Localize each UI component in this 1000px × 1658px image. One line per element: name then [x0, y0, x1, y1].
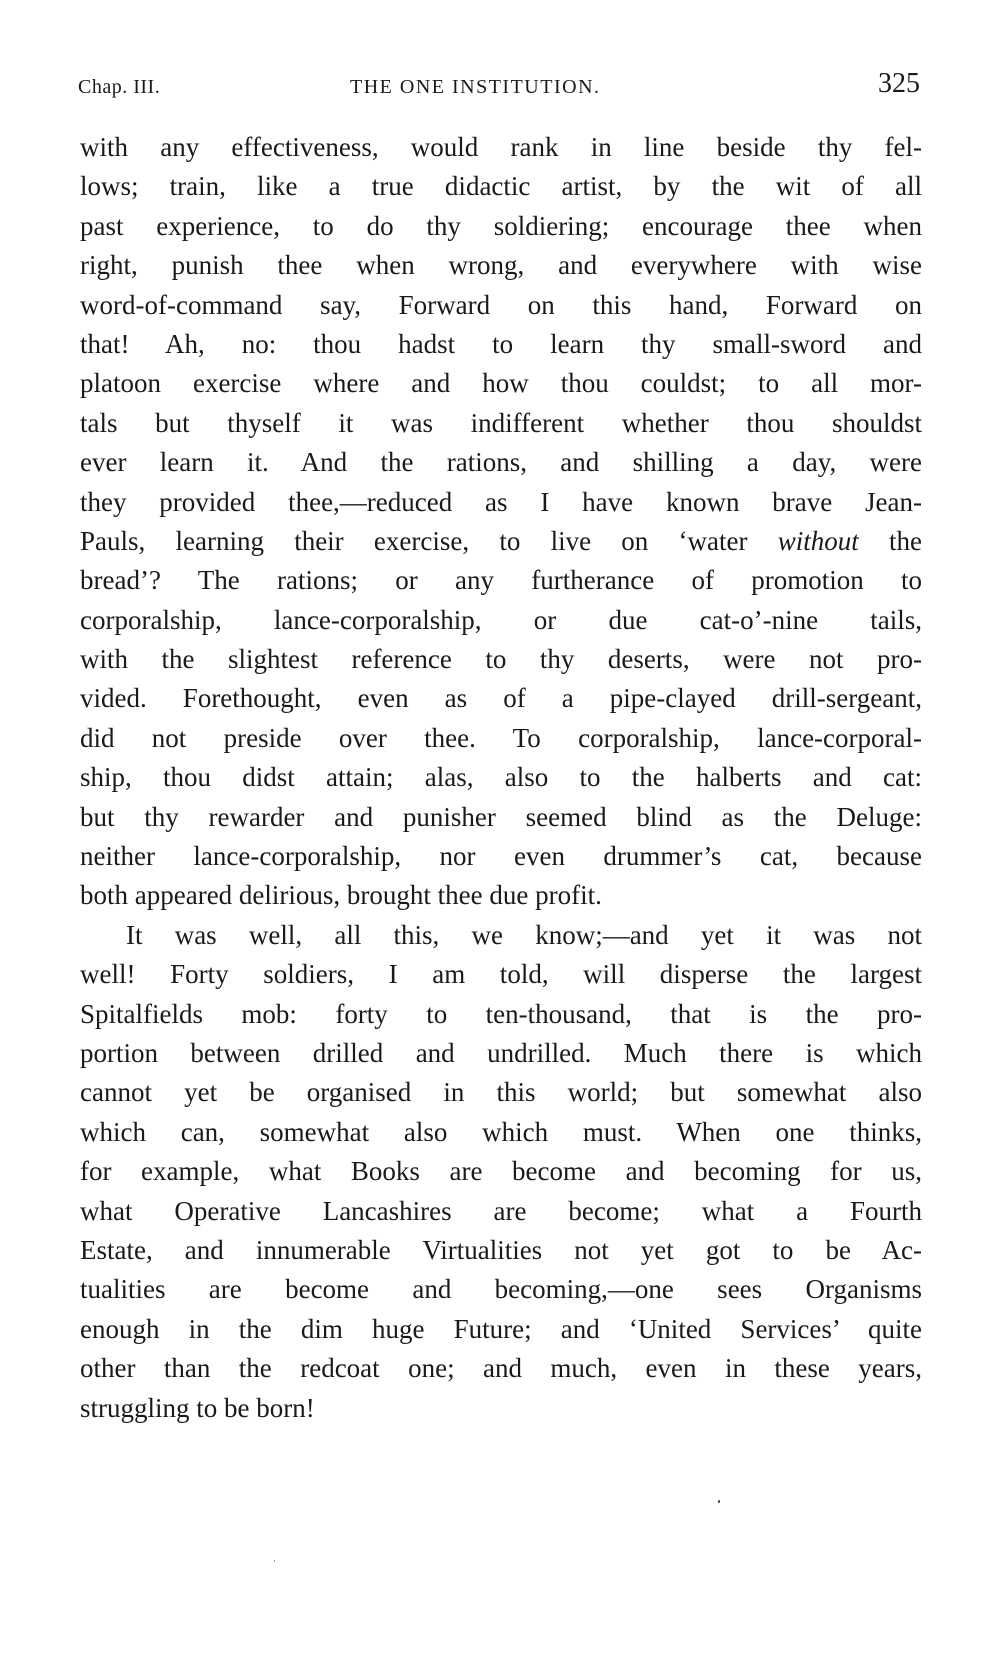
scan-speck: [718, 1500, 720, 1503]
text-line: which can, somewhat also which must. When one thinks,: [80, 1116, 922, 1147]
text-line: tals but thyself it was indifferent whether thou shouldst: [80, 407, 922, 438]
paragraph-2: [80, 916, 922, 1428]
text-line-with-italic: [80, 522, 922, 561]
text-line: Estate, and innumerable Virtualities not yet got to be Ac-: [80, 1234, 922, 1265]
text-line: past experience, to do thy soldiering; encourage thee when: [80, 210, 922, 241]
page-number: 325: [878, 68, 920, 99]
text-line: platoon exercise where and how thou couldst; to all mor-: [80, 368, 922, 399]
text-line: they provided thee,—reduced as I have known brave Jean-: [80, 486, 922, 517]
paragraph-1: [80, 128, 922, 916]
text-line: ship, thou didst attain; alas, also to the halberts and cat:: [80, 762, 922, 793]
text-line: but thy rewarder and punisher seemed blind as the Deluge:: [80, 801, 922, 832]
text-line-indented: It was well, all this, we know;—and yet it was not: [126, 919, 922, 950]
text-line: enough in the dim huge Future; and ‘United Services’ quite: [80, 1313, 922, 1344]
text-line: portion between drilled and undrilled. Much there is which: [80, 1037, 922, 1068]
text-line: well! Forty soldiers, I am told, will disperse the largest: [80, 959, 922, 990]
text-line: that! Ah, no: thou hadst to learn thy small-sword and: [80, 328, 922, 359]
text-line: tualities are become and becoming,—one sees Organisms: [80, 1274, 922, 1305]
text-line: lows; train, like a true didactic artist, by the wit of all: [80, 171, 922, 202]
text-line: did not preside over thee. To corporalship, lance-corporal-: [80, 722, 922, 753]
text-line: for example, what Books are become and becoming for us,: [80, 1156, 922, 1187]
text-line: neither lance-corporalship, nor even drummer’s cat, because: [80, 841, 922, 872]
text-line: other than the redcoat one; and much, even in these years,: [80, 1353, 922, 1384]
text-line: with the slightest reference to thy deserts, were not pro-: [80, 644, 922, 675]
text-segment: Pauls, learning their exercise, to live on ‘water: [80, 525, 778, 556]
text-line: with any effectiveness, would rank in line beside thy fel-: [80, 132, 922, 162]
text-line-last: struggling to be born!: [80, 1392, 315, 1423]
text-line-last: both appeared delirious, brought thee due profit.: [80, 880, 602, 911]
text-line: bread’? The rations; or any furtherance of promotion to: [80, 565, 922, 596]
text-line: Spitalfields mob: forty to ten-thousand, that is the pro-: [80, 998, 922, 1029]
body-text: [80, 128, 922, 1428]
scan-speck: [274, 1560, 275, 1562]
text-line: ever learn it. And the rations, and shilling a day, were: [80, 447, 922, 478]
text-line: corporalship, lance-corporalship, or due cat-o’-nine tails,: [80, 604, 922, 635]
text-segment: the: [858, 525, 922, 556]
chapter-label: Chap. III.: [78, 76, 161, 98]
running-head: [78, 64, 920, 104]
text-line: what Operative Lancashires are become; what a Fourth: [80, 1195, 922, 1226]
text-line: word-of-command say, Forward on this hand, Forward on: [80, 289, 922, 320]
text-line: right, punish thee when wrong, and everywhere with wise: [80, 250, 922, 281]
text-line: vided. Forethought, even as of a pipe-clayed drill-sergeant,: [80, 683, 922, 714]
italic-word: without: [777, 525, 859, 556]
text-line: cannot yet be organised in this world; but somewhat also: [80, 1077, 922, 1108]
running-title: THE ONE INSTITUTION.: [350, 76, 601, 98]
